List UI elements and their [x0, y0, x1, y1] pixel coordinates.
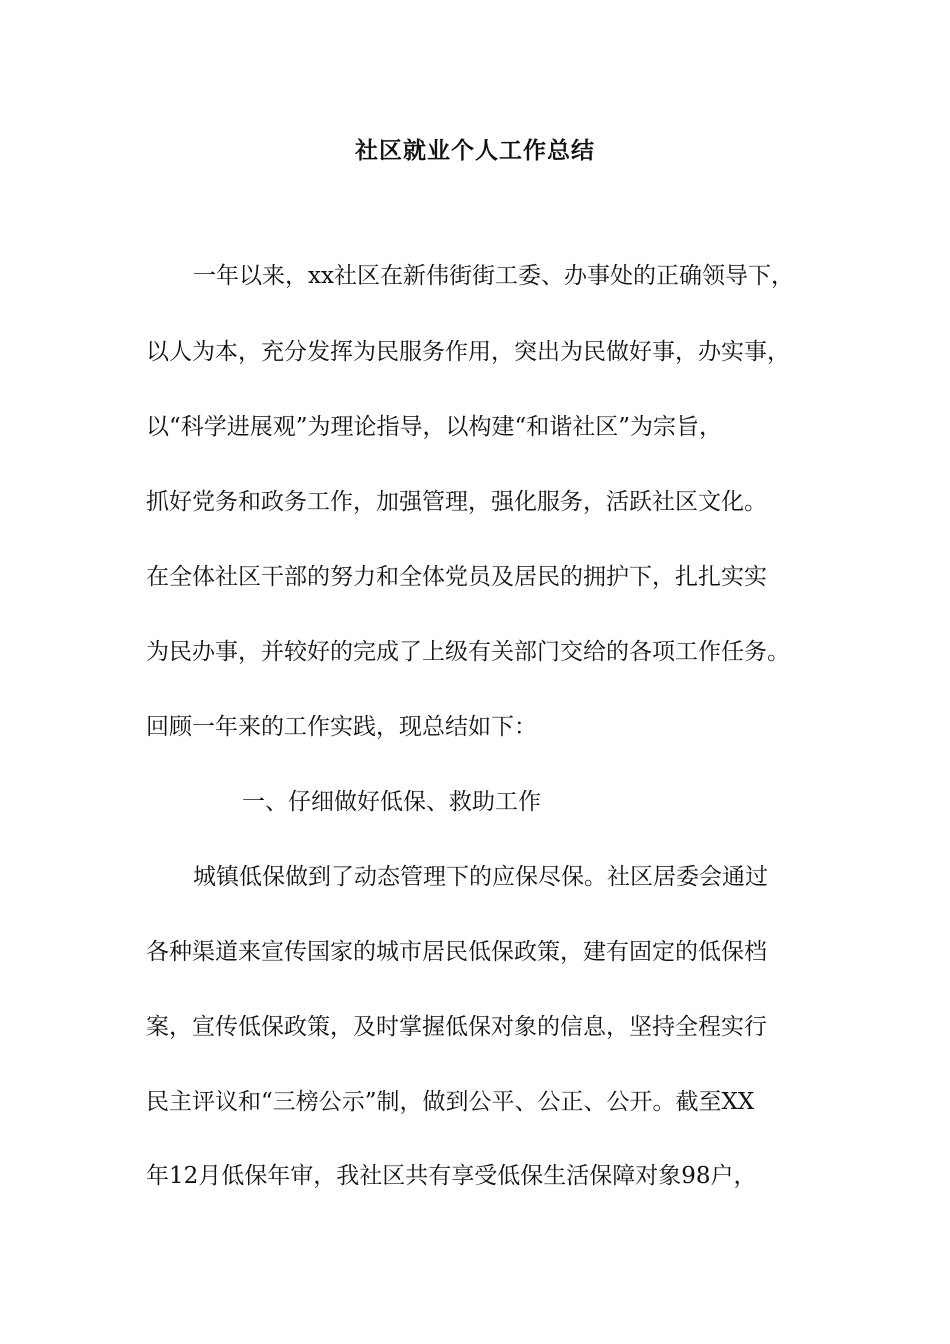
paragraph-line: 以人为本，充分发挥为民服务作用，突出为民做好事，办实事，	[146, 339, 790, 365]
paragraph-line: 回顾一年来的工作实践，现总结如下：	[146, 714, 537, 740]
paragraph-line: 民主评议和“三榜公示”制，做到公平、公正、公开。截至XX	[146, 1089, 755, 1115]
paragraph-line: 案，宣传低保政策，及时掌握低保对象的信息，坚持全程实行	[146, 1014, 767, 1040]
paragraph-line: 以“科学进展观”为理论指导，以构建“和谐社区”为宗旨，	[146, 414, 723, 440]
paragraph-line: 在全体社区干部的努力和全体党员及居民的拥护下，扎扎实实	[146, 564, 767, 590]
paragraph-line: 城镇低保做到了动态管理下的应保尽保。社区居委会通过	[193, 864, 768, 890]
paragraph-line: 一年以来，xx社区在新伟街街工委、办事处的正确领导下，	[193, 263, 794, 289]
paragraph-line: 各种渠道来宣传国家的城市居民低保政策，建有固定的低保档	[146, 939, 767, 965]
section-heading: 一、仔细做好低保、救助工作	[242, 789, 541, 815]
document-title: 社区就业个人工作总结	[355, 138, 595, 164]
paragraph-line: 年12月低保年审，我社区共有享受低保生活保障对象98户，	[146, 1163, 757, 1189]
paragraph-line: 抓好党务和政务工作，加强管理，强化服务，活跃社区文化。	[146, 489, 767, 515]
paragraph-line: 为民办事，并较好的完成了上级有关部门交给的各项工作任务。	[146, 639, 790, 665]
